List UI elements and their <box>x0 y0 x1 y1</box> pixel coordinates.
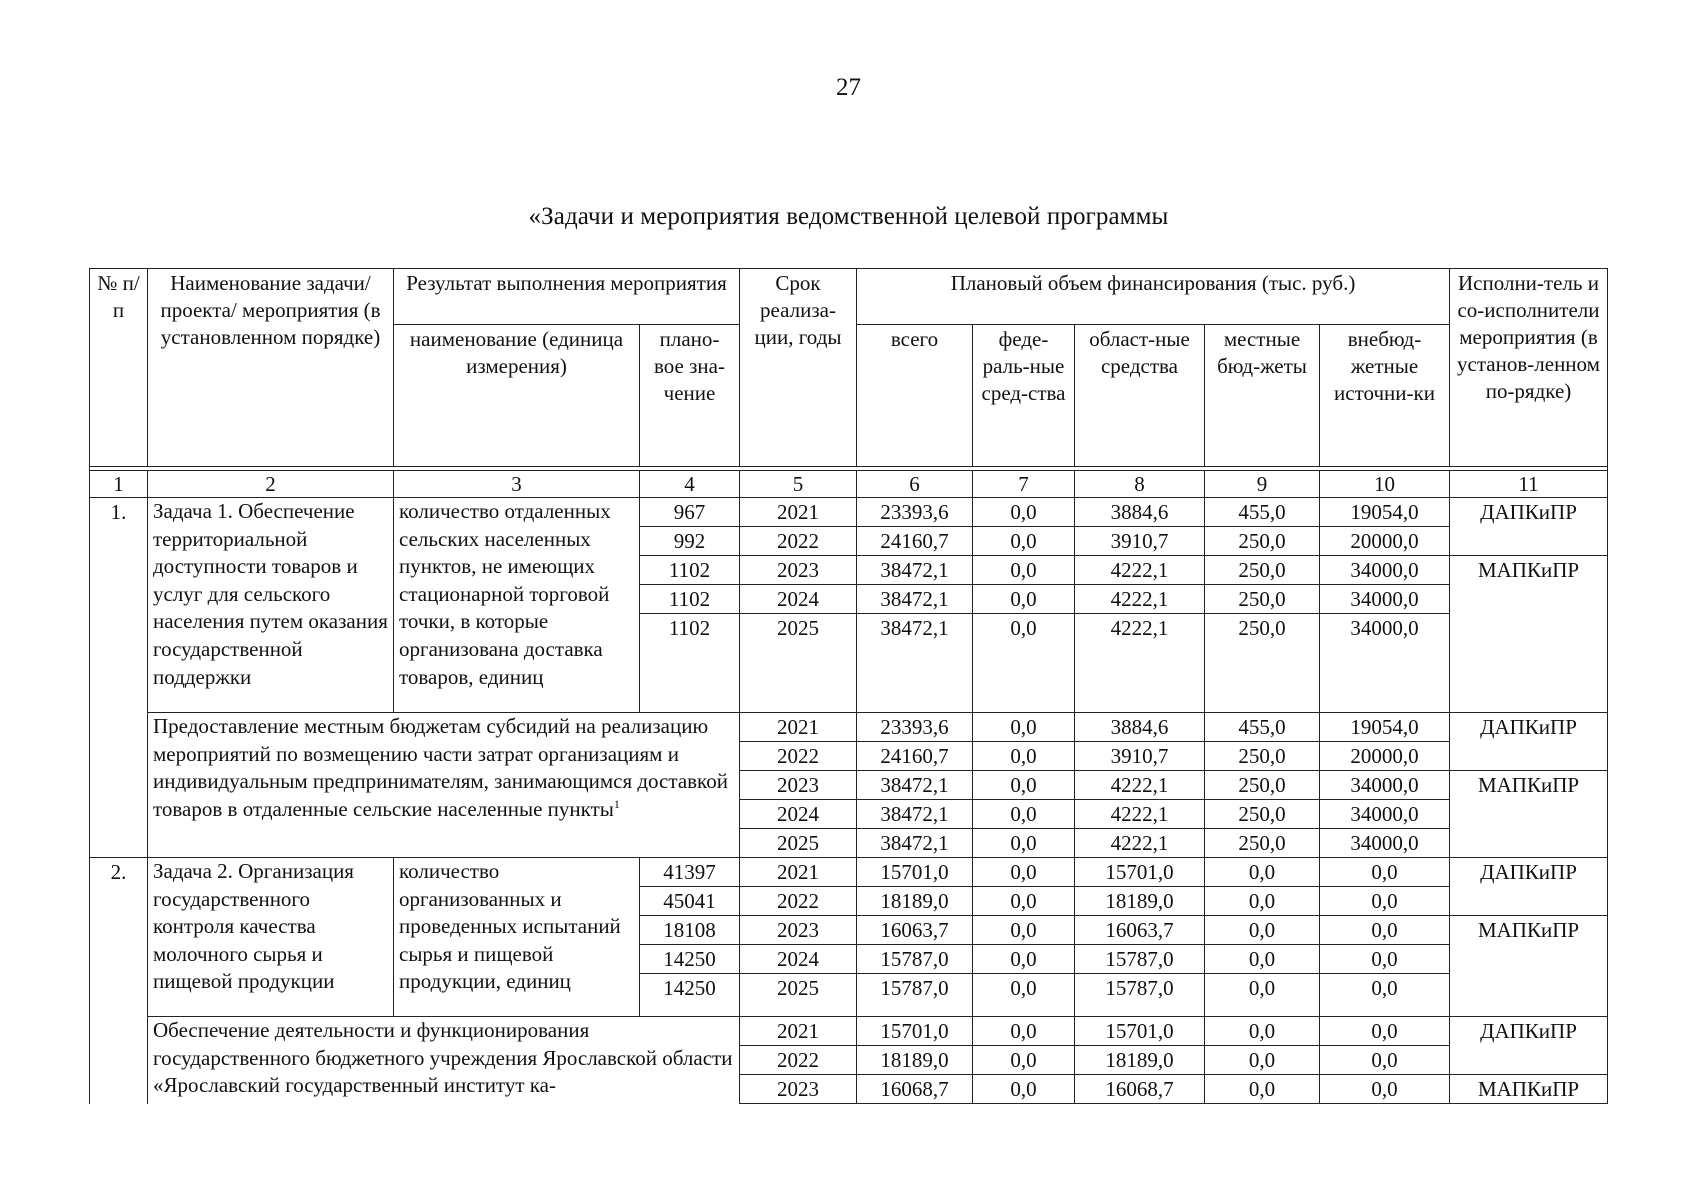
total: 38472,1 <box>857 556 973 585</box>
executor: МАПКиПР <box>1450 1075 1608 1104</box>
local: 0,0 <box>1205 974 1320 1017</box>
table-row <box>90 498 1608 527</box>
year: 2025 <box>740 829 857 858</box>
regional: 3910,7 <box>1075 527 1205 556</box>
regional: 3910,7 <box>1075 742 1205 771</box>
executor: ДАПКиПР <box>1450 713 1608 771</box>
regional: 16063,7 <box>1075 916 1205 945</box>
federal: 0,0 <box>973 585 1075 614</box>
header-row-1 <box>90 269 1608 325</box>
federal: 0,0 <box>973 1075 1075 1104</box>
total: 16063,7 <box>857 916 973 945</box>
activity-name: Обеспечение деятельности и функционирования государственного бюджетного учреждения Ярославской области «Ярославский государственный институт ка- <box>148 1017 740 1104</box>
extra: 0,0 <box>1320 887 1450 916</box>
col-number: 9 <box>1205 471 1320 498</box>
regional: 15787,0 <box>1075 974 1205 1017</box>
total: 18189,0 <box>857 887 973 916</box>
footnote-mark: 1 <box>613 796 620 811</box>
row-number: 2. <box>90 858 148 1104</box>
extra: 20000,0 <box>1320 742 1450 771</box>
local: 250,0 <box>1205 800 1320 829</box>
year: 2021 <box>740 713 857 742</box>
local: 250,0 <box>1205 556 1320 585</box>
total: 38472,1 <box>857 829 973 858</box>
extra: 0,0 <box>1320 945 1450 974</box>
plan-value: 45041 <box>640 887 740 916</box>
local: 455,0 <box>1205 498 1320 527</box>
extra: 34000,0 <box>1320 771 1450 800</box>
program-table <box>89 268 1608 1104</box>
col-number: 3 <box>394 471 640 498</box>
total: 15787,0 <box>857 945 973 974</box>
federal: 0,0 <box>973 974 1075 1017</box>
total: 38472,1 <box>857 800 973 829</box>
regional: 15701,0 <box>1075 1017 1205 1046</box>
year: 2023 <box>740 1075 857 1104</box>
federal: 0,0 <box>973 614 1075 713</box>
regional: 15701,0 <box>1075 858 1205 887</box>
header-result: Результат выполнения мероприятия <box>394 269 740 325</box>
extra: 0,0 <box>1320 1075 1450 1104</box>
extra: 0,0 <box>1320 1017 1450 1046</box>
federal: 0,0 <box>973 800 1075 829</box>
regional: 4222,1 <box>1075 585 1205 614</box>
header-executor: Исполни-тель и со-исполнители мероприятия (в установ-ленном по-рядке) <box>1450 269 1608 467</box>
local: 0,0 <box>1205 858 1320 887</box>
col-number: 5 <box>740 471 857 498</box>
local: 455,0 <box>1205 713 1320 742</box>
header-period: Срок реализа-ции, годы <box>740 269 857 467</box>
program-table-wrapper <box>89 268 1608 1104</box>
regional: 4222,1 <box>1075 800 1205 829</box>
executor: ДАПКиПР <box>1450 498 1608 556</box>
header-federal: феде-раль-ные сред-ства <box>973 325 1075 467</box>
plan-value: 1102 <box>640 556 740 585</box>
plan-value: 992 <box>640 527 740 556</box>
header-name: Наименование задачи/проекта/ мероприятия (в установленном порядке) <box>148 269 394 467</box>
total: 38472,1 <box>857 585 973 614</box>
regional: 4222,1 <box>1075 829 1205 858</box>
header-result-name: наименование (единица измерения) <box>394 325 640 467</box>
result-name: количество отдаленных сельских населенных пунктов, не имеющих стационарной торговой точки, в которые организована доставка товаров, единиц <box>394 498 640 713</box>
local: 0,0 <box>1205 945 1320 974</box>
header-funding: Плановый объем финансирования (тыс. руб.) <box>857 269 1450 325</box>
year: 2021 <box>740 498 857 527</box>
plan-value: 967 <box>640 498 740 527</box>
federal: 0,0 <box>973 498 1075 527</box>
plan-value: 14250 <box>640 945 740 974</box>
year: 2022 <box>740 527 857 556</box>
total: 15701,0 <box>857 858 973 887</box>
year: 2021 <box>740 1017 857 1046</box>
federal: 0,0 <box>973 1017 1075 1046</box>
col-number: 1 <box>90 471 148 498</box>
local: 0,0 <box>1205 1017 1320 1046</box>
table-row <box>90 1017 1608 1046</box>
year: 2024 <box>740 800 857 829</box>
header-num: № п/п <box>90 269 148 467</box>
col-number: 8 <box>1075 471 1205 498</box>
year: 2024 <box>740 945 857 974</box>
total: 38472,1 <box>857 614 973 713</box>
total: 23393,6 <box>857 713 973 742</box>
federal: 0,0 <box>973 556 1075 585</box>
regional: 3884,6 <box>1075 498 1205 527</box>
federal: 0,0 <box>973 829 1075 858</box>
regional: 15787,0 <box>1075 945 1205 974</box>
federal: 0,0 <box>973 1046 1075 1075</box>
federal: 0,0 <box>973 858 1075 887</box>
extra: 0,0 <box>1320 1046 1450 1075</box>
table-row <box>90 713 1608 742</box>
extra: 34000,0 <box>1320 800 1450 829</box>
task-name: Задача 2. Организация государственного контроля качества молочного сырья и пищевой продукции <box>148 858 394 1017</box>
col-number: 7 <box>973 471 1075 498</box>
plan-value: 18108 <box>640 916 740 945</box>
extra: 0,0 <box>1320 858 1450 887</box>
local: 0,0 <box>1205 1046 1320 1075</box>
year: 2023 <box>740 556 857 585</box>
local: 0,0 <box>1205 1075 1320 1104</box>
extra: 34000,0 <box>1320 614 1450 713</box>
extra: 0,0 <box>1320 916 1450 945</box>
page-number: 27 <box>836 74 861 101</box>
local: 250,0 <box>1205 742 1320 771</box>
total: 23393,6 <box>857 498 973 527</box>
col-number: 11 <box>1450 471 1608 498</box>
executor: МАПКиПР <box>1450 556 1608 713</box>
extra: 20000,0 <box>1320 527 1450 556</box>
local: 250,0 <box>1205 614 1320 713</box>
regional: 3884,6 <box>1075 713 1205 742</box>
federal: 0,0 <box>973 945 1075 974</box>
local: 250,0 <box>1205 829 1320 858</box>
regional: 4222,1 <box>1075 614 1205 713</box>
plan-value: 1102 <box>640 614 740 713</box>
federal: 0,0 <box>973 713 1075 742</box>
year: 2023 <box>740 916 857 945</box>
regional: 18189,0 <box>1075 887 1205 916</box>
local: 250,0 <box>1205 771 1320 800</box>
federal: 0,0 <box>973 916 1075 945</box>
local: 250,0 <box>1205 527 1320 556</box>
year: 2022 <box>740 887 857 916</box>
row-number: 1. <box>90 498 148 858</box>
federal: 0,0 <box>973 887 1075 916</box>
header-total: всего <box>857 325 973 467</box>
total: 38472,1 <box>857 771 973 800</box>
extra: 0,0 <box>1320 974 1450 1017</box>
federal: 0,0 <box>973 742 1075 771</box>
header-local: местные бюд-жеты <box>1205 325 1320 467</box>
header-result-value: плано-вое зна-чение <box>640 325 740 467</box>
year: 2021 <box>740 858 857 887</box>
total: 15787,0 <box>857 974 973 1017</box>
extra: 19054,0 <box>1320 713 1450 742</box>
year: 2023 <box>740 771 857 800</box>
col-number: 10 <box>1320 471 1450 498</box>
extra: 34000,0 <box>1320 556 1450 585</box>
col-number: 6 <box>857 471 973 498</box>
plan-value: 41397 <box>640 858 740 887</box>
executor: ДАПКиПР <box>1450 858 1608 916</box>
result-name: количество организованных и проведенных испытаний сырья и пищевой продукции, единиц <box>394 858 640 1017</box>
executor: МАПКиПР <box>1450 916 1608 1017</box>
regional: 18189,0 <box>1075 1046 1205 1075</box>
col-number: 2 <box>148 471 394 498</box>
extra: 19054,0 <box>1320 498 1450 527</box>
federal: 0,0 <box>973 527 1075 556</box>
col-number: 4 <box>640 471 740 498</box>
header-extra: внебюд-жетные источни-ки <box>1320 325 1450 467</box>
regional: 4222,1 <box>1075 556 1205 585</box>
plan-value: 1102 <box>640 585 740 614</box>
local: 0,0 <box>1205 916 1320 945</box>
total: 24160,7 <box>857 527 973 556</box>
year: 2025 <box>740 974 857 1017</box>
activity-name: Предоставление местным бюджетам субсидий на реализацию мероприятий по возмещению части затрат организациям и индивидуальным предпринимателям, занимающимся доставкой товаров в отдаленные сельские населенные пункты$^1$ <box>148 713 740 858</box>
federal: 0,0 <box>973 771 1075 800</box>
local: 250,0 <box>1205 585 1320 614</box>
table-row <box>90 858 1608 887</box>
total: 24160,7 <box>857 742 973 771</box>
total: 18189,0 <box>857 1046 973 1075</box>
extra: 34000,0 <box>1320 585 1450 614</box>
extra: 34000,0 <box>1320 829 1450 858</box>
regional: 4222,1 <box>1075 771 1205 800</box>
document-title: «Задачи и мероприятия ведомственной целевой программы <box>528 203 1169 230</box>
total: 16068,7 <box>857 1075 973 1104</box>
regional: 16068,7 <box>1075 1075 1205 1104</box>
local: 0,0 <box>1205 887 1320 916</box>
column-numbers-row <box>90 471 1608 498</box>
year: 2024 <box>740 585 857 614</box>
executor: МАПКиПР <box>1450 771 1608 858</box>
year: 2025 <box>740 614 857 713</box>
header-regional: област-ные средства <box>1075 325 1205 467</box>
executor: ДАПКиПР <box>1450 1017 1608 1075</box>
year: 2022 <box>740 1046 857 1075</box>
total: 15701,0 <box>857 1017 973 1046</box>
year: 2022 <box>740 742 857 771</box>
task-name: Задача 1. Обеспечение территориальной доступности товаров и услуг для сельского населения путем оказания государственной поддержки <box>148 498 394 713</box>
plan-value: 14250 <box>640 974 740 1017</box>
